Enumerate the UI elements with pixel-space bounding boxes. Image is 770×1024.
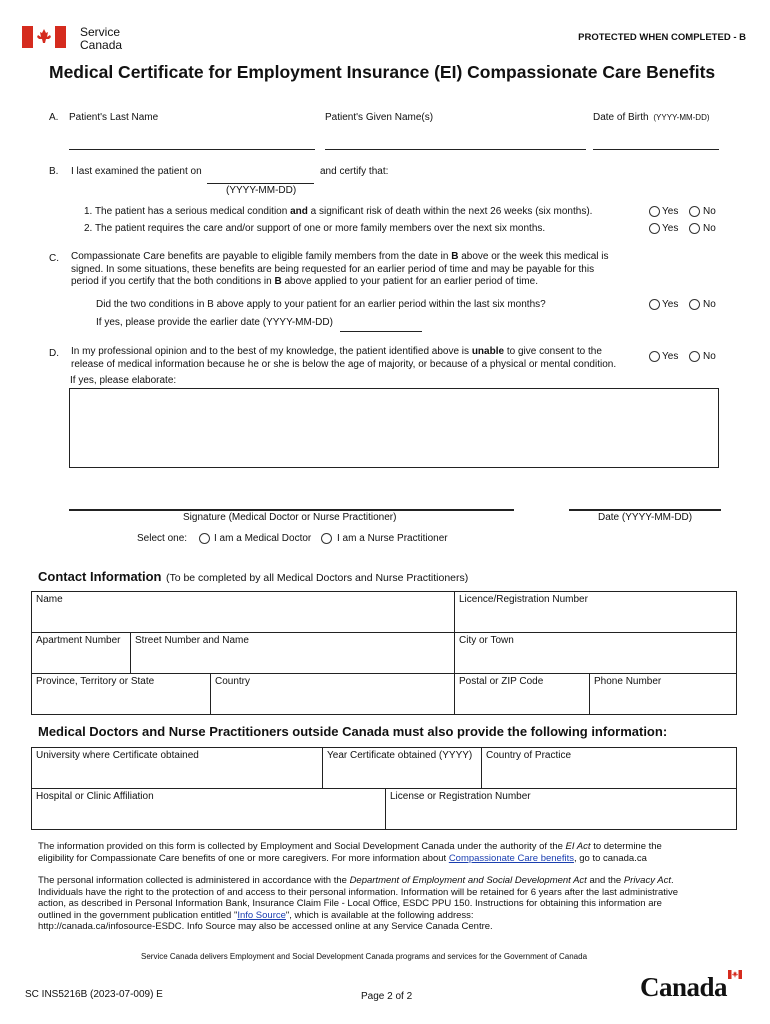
contact-phone-cell[interactable] xyxy=(589,673,737,715)
section-c-line3-bold: B xyxy=(274,276,282,287)
contact-licence-label: Licence/Registration Number xyxy=(459,594,588,605)
privacy-p2-and: and the xyxy=(589,875,622,886)
elaborate-textarea[interactable] xyxy=(69,388,719,468)
contact-heading-title: Contact Information xyxy=(38,569,162,584)
unable-consent-yes-radio[interactable] xyxy=(649,351,660,362)
last-name-input[interactable] xyxy=(69,132,318,150)
condition-2-yes-radio[interactable] xyxy=(649,223,660,234)
privacy-p1-d: , go to canada.ca xyxy=(573,852,647,864)
contact-country-cell[interactable] xyxy=(210,673,455,715)
condition-2-body: The patient requires the care and/or support of one or more family members over the next six months. xyxy=(94,223,546,234)
signature-date-label: Date (YYYY-MM-DD) xyxy=(598,512,693,523)
section-d-line1-bold: unable xyxy=(471,346,505,357)
dob-text: Date of Birth xyxy=(593,112,649,123)
privacy-p1-b: to determine the xyxy=(593,841,662,852)
earlier-period-yes-radio[interactable] xyxy=(649,299,660,310)
section-c-text xyxy=(71,251,631,289)
earlier-period-yes-label: Yes xyxy=(662,299,679,310)
earlier-period-question: Did the two conditions in B above apply to your patient for an earlier period within the last six months? xyxy=(96,299,546,310)
contact-licence-cell[interactable] xyxy=(454,591,737,633)
contact-city-cell[interactable] xyxy=(454,632,737,674)
dob-input[interactable] xyxy=(593,132,722,150)
contact-province-cell[interactable] xyxy=(31,673,211,715)
country-practice-label: Country of Practice xyxy=(486,750,572,761)
contact-city-label: City or Town xyxy=(459,635,514,646)
section-c-line3-pre: period if you certify that the both conditions in xyxy=(71,276,272,287)
condition-1-no-label: No xyxy=(703,206,716,217)
earlier-date-label: If yes, please provide the earlier date (YYYY-MM-DD) xyxy=(96,317,333,328)
given-names-label: Patient's Given Name(s) xyxy=(325,112,434,123)
section-c-line3 xyxy=(71,276,631,289)
condition-2-no-label: No xyxy=(703,223,716,234)
privacy-p2-line4-b: ", which is available at the following address: xyxy=(285,909,474,921)
section-a-letter: A. xyxy=(49,112,59,123)
privacy-p2-line2: Individuals have the right to the protection of and access to their personal information. Information will be retained for 6 years after the last administrative xyxy=(38,886,679,898)
section-c-letter: C. xyxy=(49,253,59,264)
certify-label: and certify that: xyxy=(320,166,389,177)
privacy-p2-a: The personal information collected is administered in accordance with the xyxy=(38,875,347,886)
contact-heading xyxy=(38,568,468,586)
last-name-label: Patient's Last Name xyxy=(69,112,159,123)
university-label: University where Certificate obtained xyxy=(36,750,199,761)
contact-apartment-label: Apartment Number xyxy=(36,635,121,646)
footer-delivers: Service Canada delivers Employment and Social Development Canada programs and services for the Government of Canada xyxy=(141,952,588,961)
license-registration-cell[interactable] xyxy=(385,788,737,830)
outside-canada-heading: Medical Doctors and Nurse Practitioners outside Canada must also provide the following information: xyxy=(38,724,668,739)
condition-1-text xyxy=(84,206,592,217)
last-name-underline xyxy=(69,149,315,150)
privacy-p1-line2 xyxy=(38,853,662,865)
privacy-p1-a: The information provided on this form is collected by Employment and Social Development Canada under the authority of the xyxy=(38,841,563,852)
info-source-link[interactable]: Info Source xyxy=(237,909,286,921)
contact-country-label: Country xyxy=(215,676,251,687)
canada-wordmark xyxy=(640,968,746,1002)
elaborate-label: If yes, please elaborate: xyxy=(70,375,177,386)
condition-1-num: 1. xyxy=(84,206,93,217)
service-canada-logo-text xyxy=(80,26,122,52)
condition-1-yes-radio[interactable] xyxy=(649,206,660,217)
section-d-text xyxy=(71,346,616,371)
section-d-line1-pre: In my professional opinion and to the best of my knowledge, the patient identified above is xyxy=(71,346,470,357)
year-certificate-label: Year Certificate obtained (YYYY) xyxy=(327,750,473,761)
contact-street-label: Street Number and Name xyxy=(135,635,249,646)
examined-label: I last examined the patient on xyxy=(71,166,202,177)
privacy-p2-dot: . xyxy=(670,875,674,886)
signature-date-line xyxy=(569,509,721,511)
nurse-practitioner-radio[interactable] xyxy=(321,533,332,544)
privacy-p2-act1: Department of Employment and Social Development Act xyxy=(349,875,587,886)
privacy-p2-act2: Privacy Act xyxy=(623,875,671,886)
privacy-p1-c: eligibility for Compassionate Care benefits of one or more caregivers. For more information about xyxy=(38,852,447,864)
privacy-paragraph-1 xyxy=(38,841,662,864)
canada-wordmark-text: Canada xyxy=(640,972,728,1002)
privacy-paragraph-2 xyxy=(38,875,678,933)
signature-line xyxy=(69,509,514,511)
page-number: Page 2 of 2 xyxy=(361,991,413,1002)
wordmark-flag-icon xyxy=(728,970,742,979)
section-d-letter: D. xyxy=(49,348,59,359)
section-c-line1-bold: B xyxy=(451,251,459,262)
logo-line2: Canada xyxy=(80,38,123,52)
section-b-letter: B. xyxy=(49,166,59,177)
privacy-p2-line4 xyxy=(38,910,678,922)
earlier-period-no-radio[interactable] xyxy=(689,299,700,310)
dob-label xyxy=(593,112,710,123)
section-c-line1 xyxy=(71,251,631,264)
country-practice-cell[interactable] xyxy=(481,747,737,789)
contact-postal-label: Postal or ZIP Code xyxy=(459,676,544,687)
earlier-period-no-label: No xyxy=(703,299,716,310)
section-c-line2: signed. In some situations, these benefits are being requested for an earlier period of time and may be payable for this xyxy=(71,263,595,275)
contact-name-cell[interactable] xyxy=(31,591,455,633)
medical-doctor-radio[interactable] xyxy=(199,533,210,544)
compassionate-care-link[interactable]: Compassionate Care benefits xyxy=(448,852,574,864)
privacy-p1-act: EI Act xyxy=(565,841,591,852)
given-names-input[interactable] xyxy=(325,132,589,150)
contact-phone-label: Phone Number xyxy=(594,676,662,687)
condition-1-bold: and xyxy=(290,206,308,217)
contact-name-label: Name xyxy=(36,594,63,605)
privacy-p2-line4-a: outlined in the government publication entitled " xyxy=(38,909,238,921)
section-d-line2: release of medical information because he or she is below the age of majority, or because of a physical or mental condition. xyxy=(71,358,617,370)
license-registration-label: License or Registration Number xyxy=(390,791,531,802)
section-c-line1-pre: Compassionate Care benefits are payable to eligible family members from the date in xyxy=(71,251,449,262)
dob-underline xyxy=(593,149,719,150)
contact-heading-sub: (To be completed by all Medical Doctors and Nurse Practitioners) xyxy=(165,572,469,584)
unable-consent-yes-label: Yes xyxy=(662,351,679,362)
contact-postal-cell[interactable] xyxy=(454,673,590,715)
hospital-label: Hospital or Clinic Affiliation xyxy=(36,791,154,802)
examined-date-underline xyxy=(207,183,314,184)
signature-label: Signature (Medical Doctor or Nurse Practitioner) xyxy=(183,512,397,523)
examined-date-input[interactable] xyxy=(207,166,317,184)
contact-province-label: Province, Territory or State xyxy=(36,676,155,687)
privacy-p2-line1 xyxy=(38,875,678,887)
condition-1-pre: The patient has a serious medical condition xyxy=(94,206,288,217)
contact-apartment-cell[interactable] xyxy=(31,632,131,674)
section-d-line1-post: to give consent to the xyxy=(506,346,602,357)
condition-2-no-radio[interactable] xyxy=(689,223,700,234)
condition-2-text xyxy=(84,223,545,234)
medical-doctor-label: I am a Medical Doctor xyxy=(214,533,312,544)
earlier-date-underline xyxy=(340,331,422,332)
protected-label: PROTECTED WHEN COMPLETED - B xyxy=(578,32,746,43)
examined-date-format: (YYYY-MM-DD) xyxy=(226,185,297,196)
condition-1-yes-label: Yes xyxy=(662,206,679,217)
given-names-underline xyxy=(325,149,586,150)
university-cell[interactable] xyxy=(31,747,323,789)
select-one-label: Select one: xyxy=(137,533,188,544)
logo-line1: Service xyxy=(80,25,121,39)
unable-consent-no-radio[interactable] xyxy=(689,351,700,362)
section-d-line1 xyxy=(71,346,616,359)
dob-format: (YYYY-MM-DD) xyxy=(653,113,710,122)
condition-2-num: 2. xyxy=(84,223,93,234)
privacy-p2-line5: http://canada.ca/infosource-ESDC. Info Source may also be accessed online at any Service Canada Centre. xyxy=(38,921,493,932)
condition-2-yes-label: Yes xyxy=(662,223,679,234)
section-c-line3-post: above applied to your patient for an earlier period of time. xyxy=(284,276,538,287)
unable-consent-no-label: No xyxy=(703,351,716,362)
privacy-p1-line1 xyxy=(38,841,662,853)
condition-1-post: a significant risk of death within the next 26 weeks (six months). xyxy=(310,206,593,217)
condition-1-no-radio[interactable] xyxy=(689,206,700,217)
page-title: Medical Certificate for Employment Insurance (EI) Compassionate Care Benefits xyxy=(49,62,716,82)
form-id: SC INS5216B (2023-07-009) E xyxy=(25,989,163,1000)
canada-flag-icon xyxy=(22,26,66,48)
earlier-date-input[interactable] xyxy=(340,316,424,332)
hospital-cell[interactable] xyxy=(31,788,386,830)
privacy-p2-line3: action, as described in Personal Information Bank, Insurance Claim File - Local Office, ESDC PPU 150. Instructions for obtaining this information are xyxy=(38,898,662,909)
year-certificate-cell[interactable] xyxy=(322,747,482,789)
section-c-line1-post: above or the week this medical is xyxy=(461,251,609,262)
contact-street-cell[interactable] xyxy=(130,632,455,674)
nurse-practitioner-label: I am a Nurse Practitioner xyxy=(337,533,448,544)
